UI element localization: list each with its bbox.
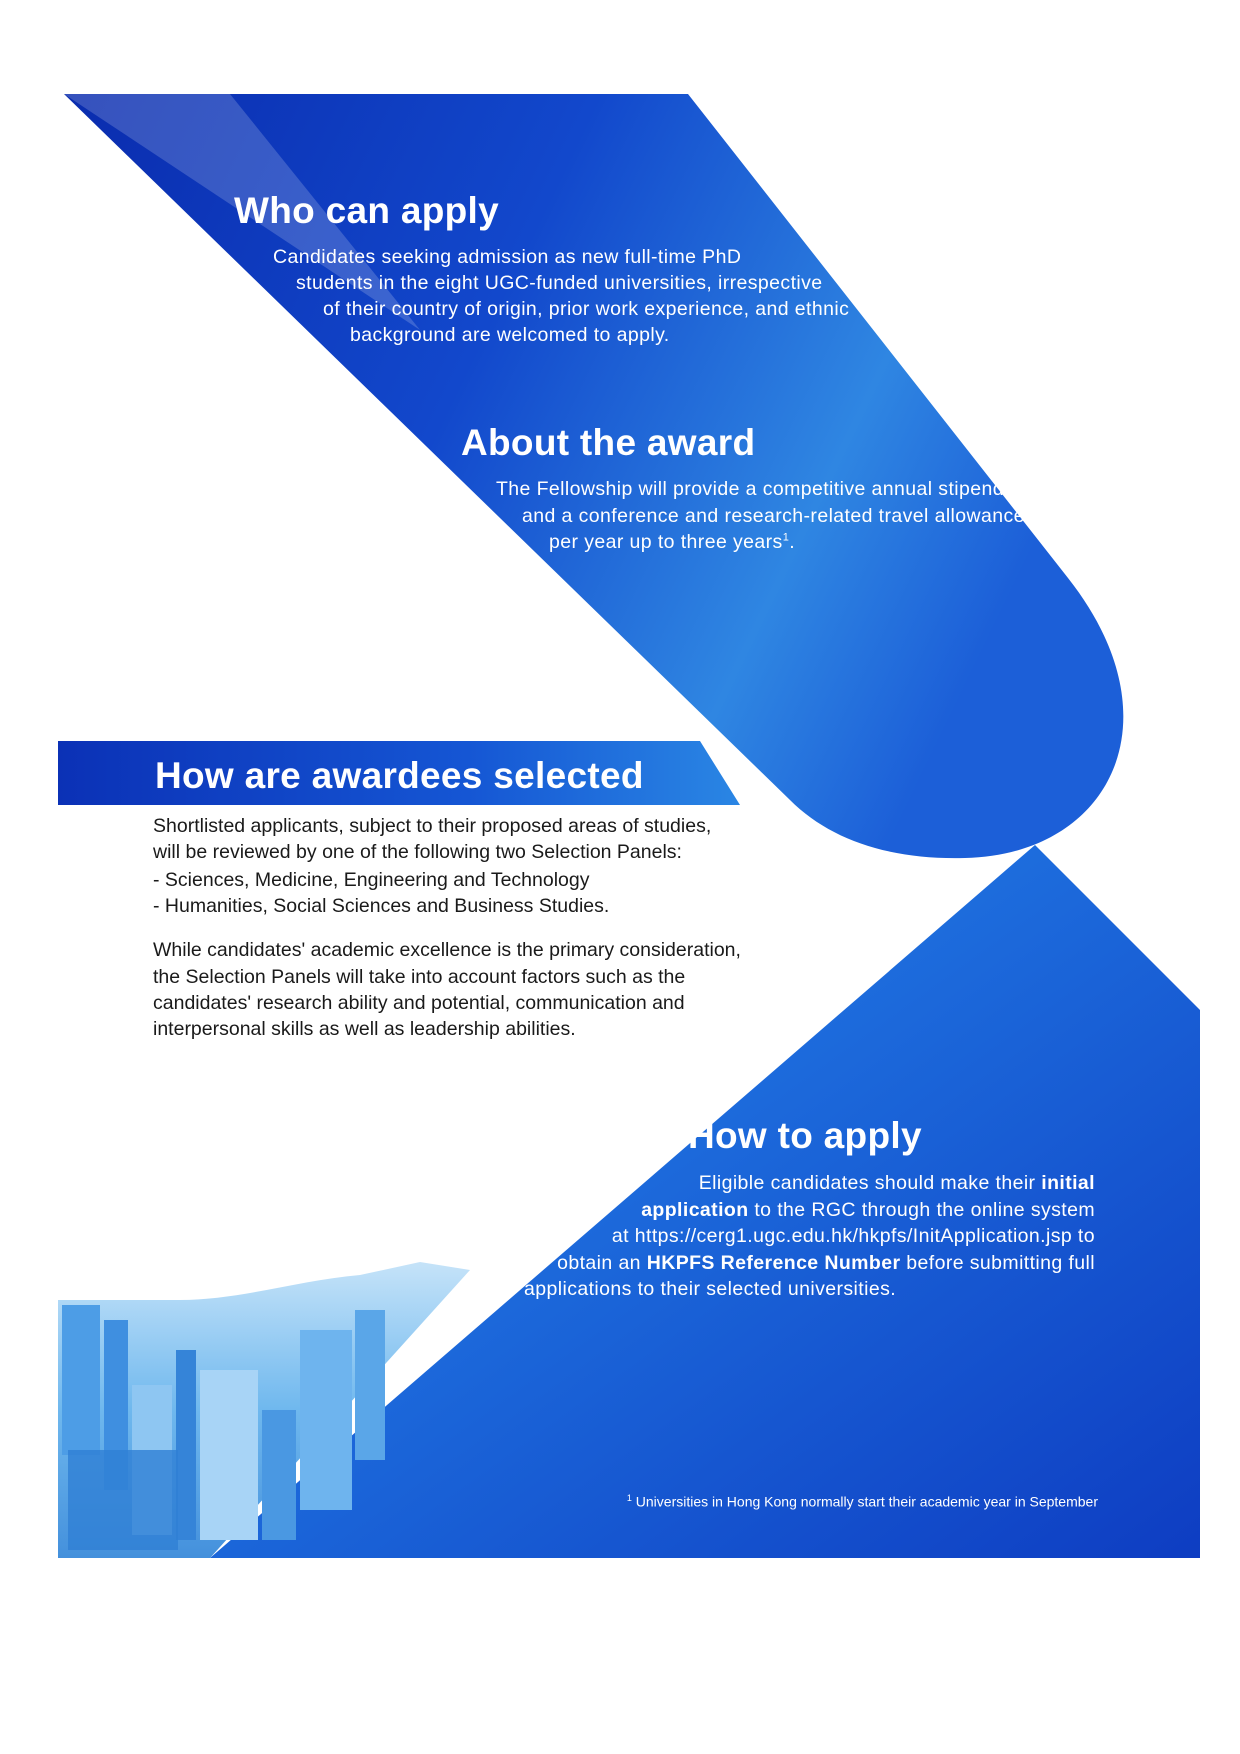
how-to-apply-emphasis: application	[641, 1199, 749, 1221]
selection-criteria-line: candidates' research ability and potential, communication and	[153, 992, 685, 1014]
selection-heading: How are awardees selected	[155, 755, 644, 796]
footnote-reference: 1	[782, 531, 790, 544]
about-award-line-text: per year up to three years	[549, 531, 783, 553]
about-award-line: and a conference and research-related travel allowance	[522, 505, 1025, 527]
about-award-line: The Fellowship will provide a competitive annual stipend	[496, 478, 1004, 500]
footnote-mark: 1	[626, 1493, 632, 1503]
how-to-apply-heading: How to apply	[688, 1115, 922, 1156]
selection-criteria-line: interpersonal skills as well as leadership abilities.	[153, 1018, 576, 1040]
how-to-apply-line	[699, 1172, 1095, 1195]
about-award-line	[549, 531, 795, 554]
how-to-apply-text: before submitting full	[900, 1252, 1095, 1274]
selection-panel-item: - Humanities, Social Sciences and Business Studies.	[153, 895, 610, 917]
how-to-apply-text: obtain an	[557, 1252, 647, 1274]
period: .	[789, 531, 796, 553]
footnote-text: Universities in Hong Kong normally start their academic year in September	[635, 1493, 1098, 1510]
footnote	[627, 1493, 1098, 1510]
about-award-heading: About the award	[461, 422, 756, 463]
how-to-apply-url-line: at https://cerg1.ugc.edu.hk/hkpfs/InitApplication.jsp to	[611, 1225, 1095, 1247]
selection-panel-item: - Sciences, Medicine, Engineering and Technology	[153, 869, 590, 891]
how-to-apply-text: Eligible candidates should make their	[698, 1172, 1042, 1194]
how-to-apply-text: to the RGC through the online system	[748, 1199, 1095, 1221]
how-to-apply-emphasis: initial	[1041, 1172, 1095, 1194]
who-can-apply-heading: Who can apply	[234, 190, 499, 231]
who-can-apply-line: Candidates seeking admission as new full-time PhD	[273, 246, 742, 268]
who-can-apply-line: students in the eight UGC-funded universities, irrespective	[296, 272, 823, 294]
how-to-apply-emphasis: HKPFS Reference Number	[646, 1252, 901, 1274]
how-to-apply-line: applications to their selected universities.	[524, 1278, 897, 1300]
selection-criteria-line: While candidates' academic excellence is the primary consideration,	[153, 939, 741, 961]
who-can-apply-line: background are welcomed to apply.	[350, 324, 670, 346]
selection-intro-line: will be reviewed by one of the following two Selection Panels:	[153, 841, 682, 863]
how-to-apply-line	[557, 1252, 1095, 1275]
how-to-apply-line	[641, 1199, 1095, 1222]
selection-criteria-line: the Selection Panels will take into account factors such as the	[153, 966, 686, 988]
selection-intro-line: Shortlisted applicants, subject to their proposed areas of studies,	[153, 815, 712, 837]
who-can-apply-line: of their country of origin, prior work experience, and ethnic	[323, 298, 850, 320]
